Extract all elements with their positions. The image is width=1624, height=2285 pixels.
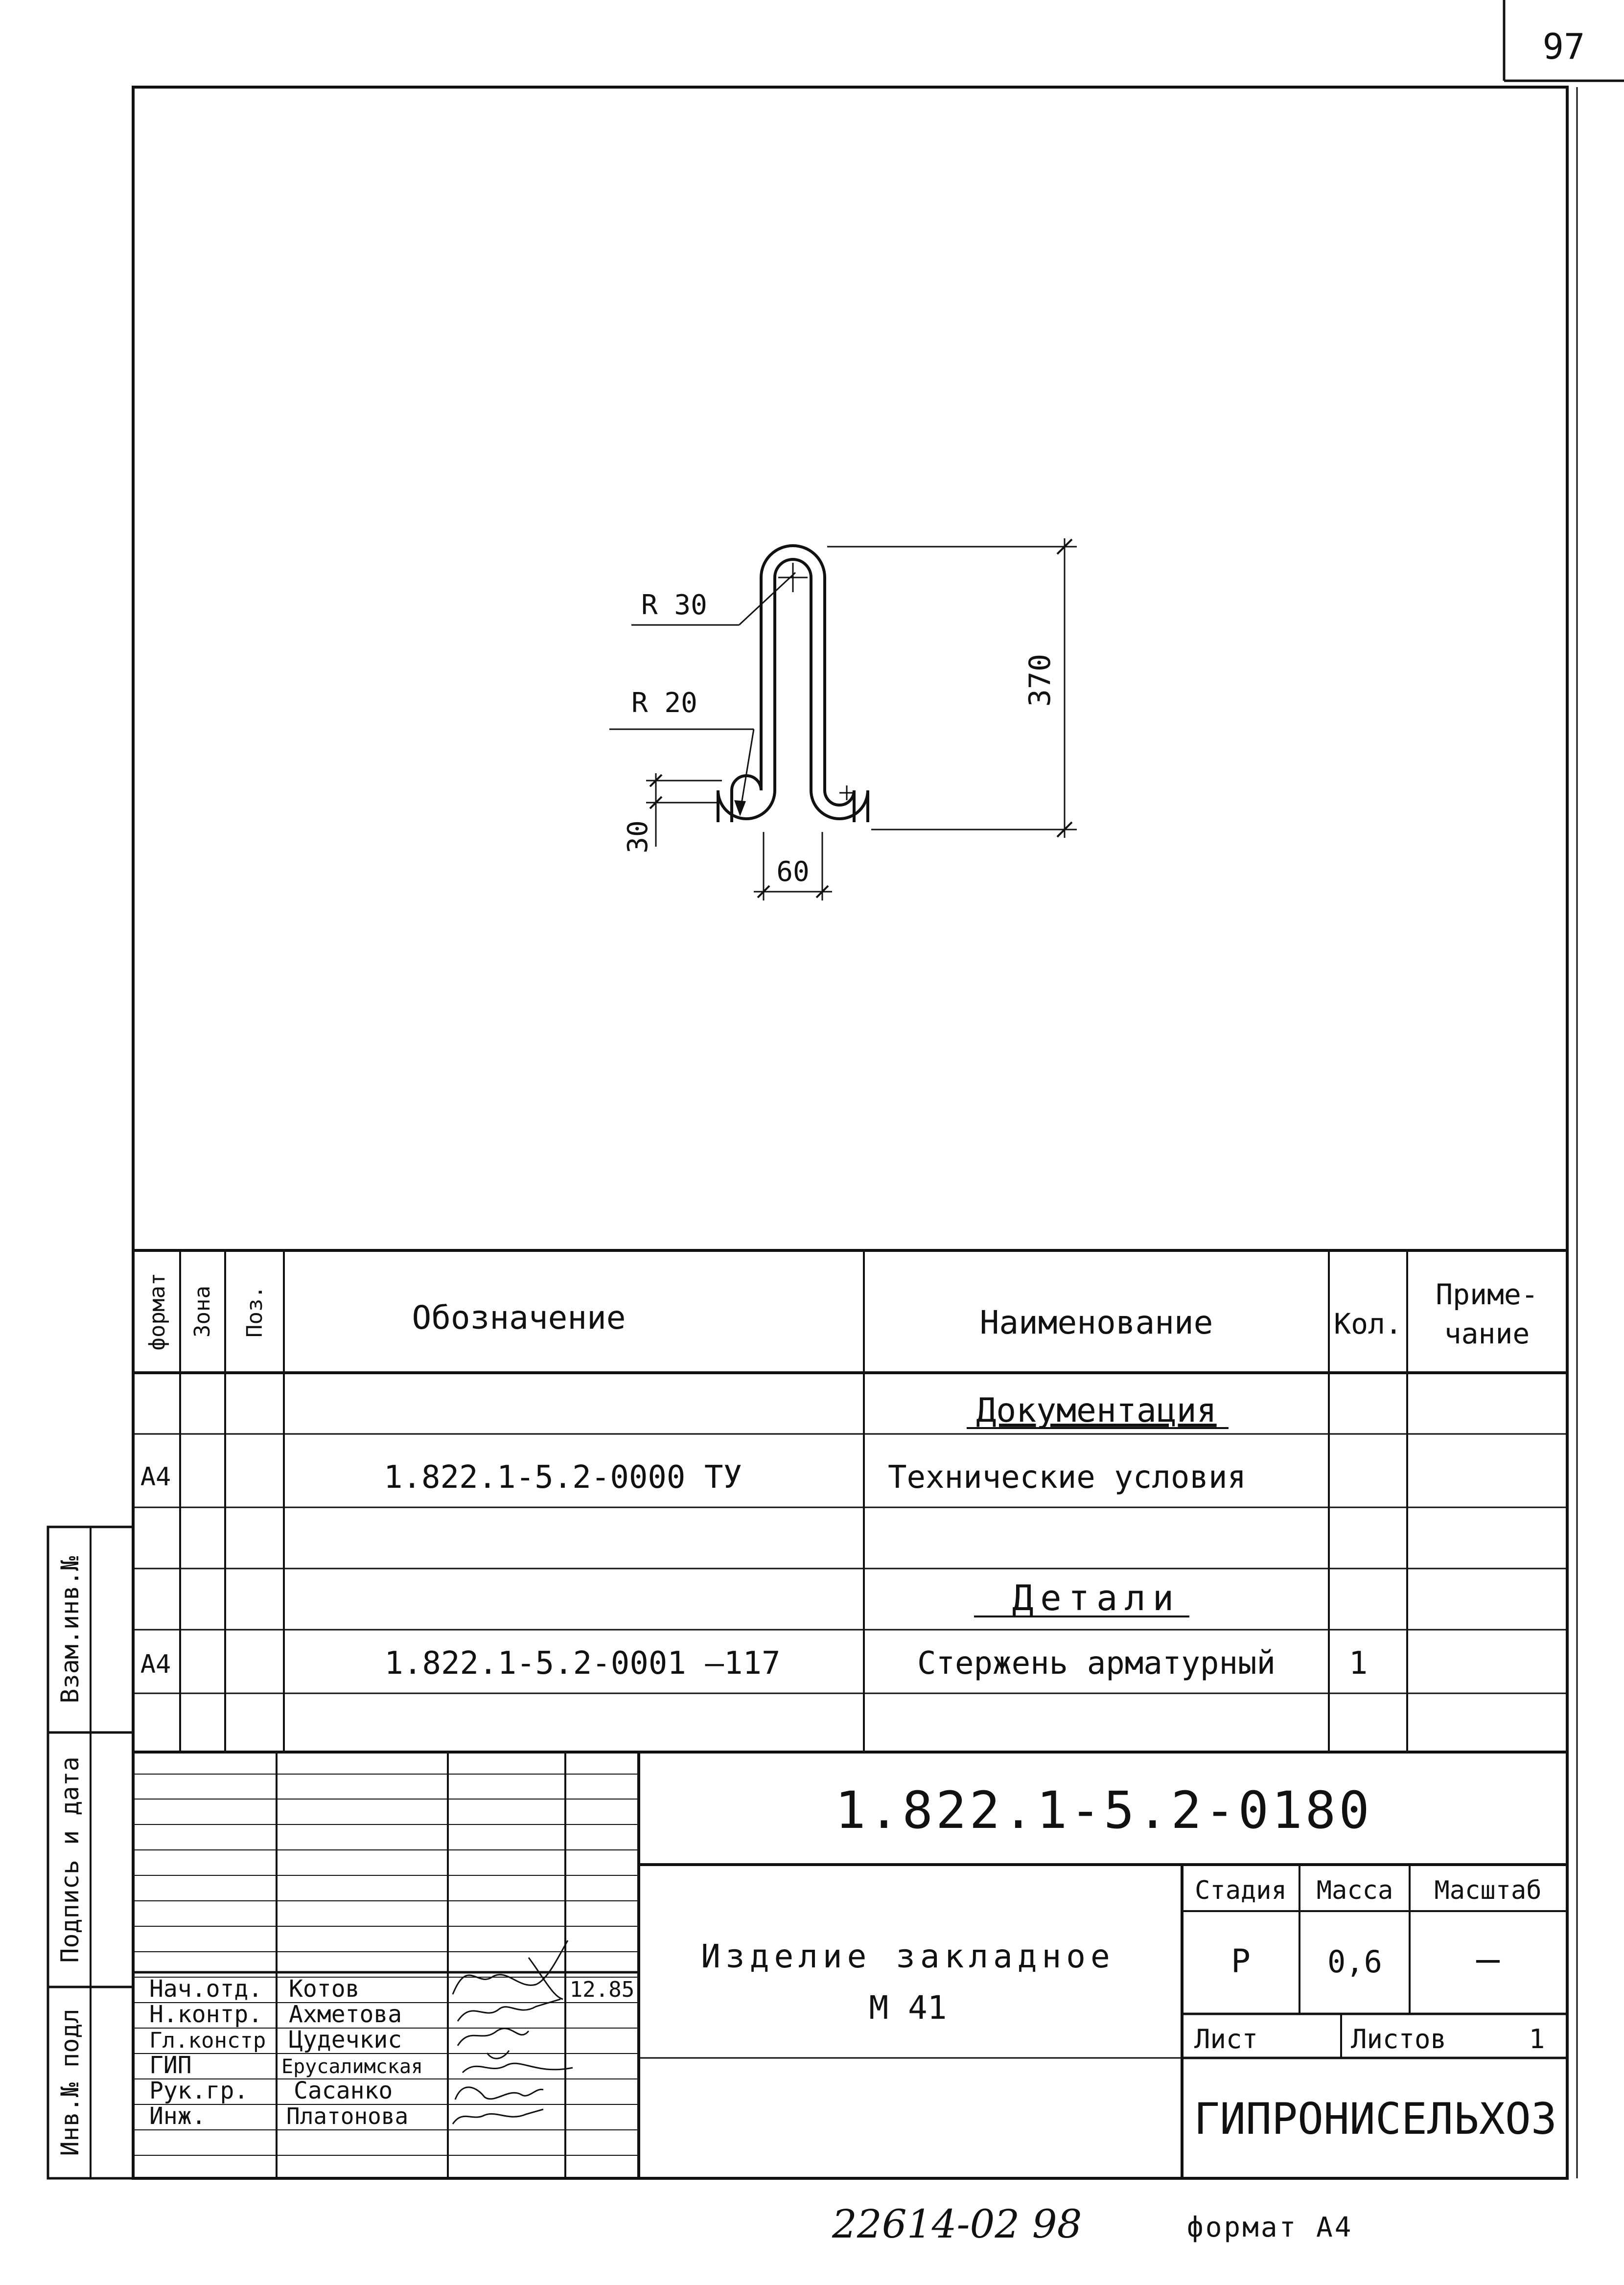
dim-height-label: 370: [1023, 653, 1057, 707]
footer-handwritten-number: 22614-02 98: [832, 2201, 1082, 2247]
row-name: Технические условия: [887, 1459, 1247, 1496]
mass-label: Масса: [1316, 1876, 1393, 1905]
side-stamp: [48, 1527, 133, 2178]
staff-name: Платонова: [286, 2103, 409, 2129]
header-zone: Зона: [190, 1286, 215, 1338]
title-block: [133, 1752, 1567, 2178]
row-name: Стержень арматурный: [917, 1645, 1276, 1682]
dim-r20-label: R 20: [631, 687, 697, 719]
scale-label: Масштаб: [1434, 1876, 1542, 1905]
staff-role: Н.контр.: [149, 2001, 263, 2028]
rebar-drawing: [609, 538, 1077, 900]
header-qty: Кол.: [1334, 1307, 1402, 1340]
header-format: формат: [145, 1272, 170, 1351]
title-line2: М 41: [869, 1989, 947, 2027]
page-number-box: [1504, 0, 1624, 81]
header-pos: Поз.: [242, 1286, 267, 1338]
side-vzam-inv: Взам.инв.№: [56, 1556, 84, 1704]
side-podpis-data: Подпись и дата: [56, 1756, 84, 1963]
staff-role: Гл.констр: [149, 2028, 266, 2053]
dim-width-label: 60: [776, 856, 810, 888]
header-note-line2: чание: [1444, 1317, 1530, 1350]
header-note-line1: Приме-: [1436, 1278, 1538, 1311]
staff-date: 12.85: [569, 1977, 635, 2002]
side-inv-podl: Инв.№ подл: [56, 2008, 84, 2156]
specification-table: [133, 1250, 1567, 1752]
scale-value: —: [1476, 1936, 1500, 1982]
staff-name: Ерусалимская: [281, 2055, 423, 2078]
sheets-value: 1: [1529, 2024, 1545, 2054]
signature-scribbles: [453, 1940, 573, 2124]
stage-label: Стадия: [1195, 1876, 1287, 1905]
page-number: 97: [1542, 26, 1585, 67]
staff-name: Котов: [289, 1975, 360, 2003]
header-designation: Обозначение: [412, 1299, 626, 1337]
sheet-label: Лист: [1194, 2024, 1258, 2054]
header-name: Наименование: [979, 1304, 1213, 1341]
staff-role: ГИП: [149, 2052, 192, 2079]
title-line1: Изделие закладное: [701, 1938, 1115, 1975]
mass-value: 0,6: [1327, 1944, 1382, 1980]
row-designation: 1.822.1-5.2-0001 —117: [384, 1645, 781, 1682]
row-designation: 1.822.1-5.2-0000 ТУ: [383, 1459, 742, 1496]
dim-r30-label: R 30: [641, 589, 707, 621]
staff-role: Нач.отд.: [149, 1975, 263, 2003]
staff-name: Ахметова: [289, 2001, 402, 2028]
staff-name: Цудечкис: [289, 2026, 402, 2054]
sheets-label: Листов: [1351, 2024, 1447, 2054]
staff-role: Рук.гр.: [149, 2077, 249, 2104]
row-format: А4: [140, 1650, 171, 1679]
footer-format-note: формат А4: [1187, 2212, 1353, 2243]
organization: ГИПРОНИСЕЛЬХОЗ: [1194, 2094, 1557, 2144]
row-qty: 1: [1348, 1645, 1368, 1682]
section-documentation: Документация: [976, 1391, 1217, 1430]
row-format: А4: [140, 1462, 171, 1492]
doc-number: 1.822.1-5.2-0180: [835, 1780, 1372, 1840]
staff-name: Сасанко: [294, 2077, 393, 2104]
section-details: Детали: [1012, 1577, 1181, 1618]
stage-value: Р: [1231, 1942, 1251, 1980]
staff-role: Инж.: [149, 2102, 206, 2130]
dim-hook-label: 30: [622, 820, 654, 854]
